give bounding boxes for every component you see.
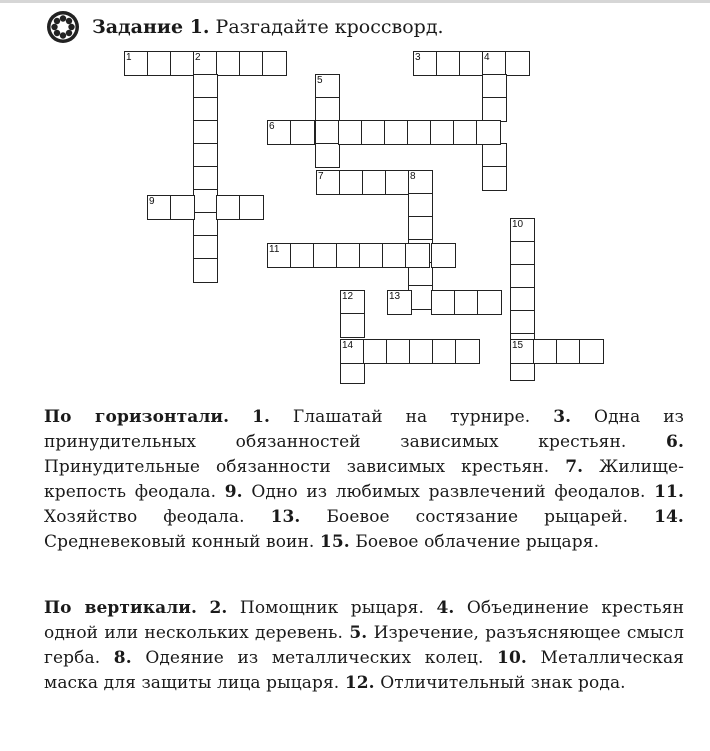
- crossword-cell[interactable]: [339, 170, 364, 195]
- task-instruction: Разгадайте кроссворд.: [215, 16, 444, 38]
- crossword-cell[interactable]: [510, 287, 535, 312]
- clue-number: 1: [126, 52, 132, 63]
- clue-number: 4: [484, 52, 490, 63]
- clue-number-label: 6.: [666, 432, 684, 452]
- crossword-cell[interactable]: [477, 290, 502, 315]
- vertical-clues: [44, 596, 684, 696]
- crossword-cell[interactable]: [510, 310, 535, 335]
- clue-number-label: 15.: [319, 532, 350, 552]
- crossword-cell[interactable]: [336, 243, 361, 268]
- clue-text: Отличительный знак рода.: [380, 673, 626, 693]
- crossword-cell[interactable]: [409, 339, 434, 364]
- crossword-cell[interactable]: [315, 143, 340, 168]
- clue-text: Помощник рыцаря.: [239, 598, 424, 618]
- crossword-cell[interactable]: [454, 290, 479, 315]
- clue-text: Одна из принудительных обязанностей зависимых крестьян.: [44, 407, 685, 452]
- clue-number-label: 10.: [497, 648, 527, 668]
- clue-number-label: 8.: [113, 648, 132, 668]
- clue-text: Изречение, разъясняющее смысл герба.: [44, 623, 684, 668]
- crossword-cell[interactable]: [147, 51, 172, 76]
- clue-text: Металлическая маска для защиты лица рыцаря.: [44, 648, 685, 693]
- crossword-cell[interactable]: [193, 258, 218, 283]
- crossword-cell[interactable]: [193, 189, 218, 214]
- clue-text: Средневековый конный воин.: [44, 532, 315, 552]
- crossword-cell[interactable]: [453, 120, 478, 145]
- horizontal-heading: По горизонтали.: [44, 407, 230, 427]
- crossword-cell[interactable]: [436, 51, 461, 76]
- clue-number: 2: [195, 52, 201, 63]
- crossword-cell[interactable]: [408, 216, 433, 241]
- clue-number: 12: [342, 291, 354, 302]
- crossword-cell[interactable]: [405, 243, 430, 268]
- clue-number: 7: [318, 171, 324, 182]
- crossword-cell[interactable]: [385, 170, 410, 195]
- clue-number: 15: [512, 340, 524, 351]
- crossword-cell[interactable]: [262, 51, 287, 76]
- crossword-cell[interactable]: [482, 143, 507, 168]
- crossword-cell[interactable]: [510, 264, 535, 289]
- clue-text: Боевое облачение рыцаря.: [355, 532, 600, 552]
- clue-text: Хозяйство феодала.: [44, 507, 245, 527]
- crossword-cell[interactable]: [430, 120, 455, 145]
- clue-number: 8: [410, 171, 416, 182]
- clue-text: Принудительные обязанности зависимых крестьян.: [44, 457, 550, 477]
- horizontal-clues: [44, 405, 684, 555]
- crossword-cell[interactable]: [476, 120, 501, 145]
- clue-number: 9: [149, 196, 155, 207]
- clue-text: Одно из любимых развлечений феодалов.: [251, 482, 646, 502]
- clue-number: 14: [342, 340, 354, 351]
- crossword-cell[interactable]: [482, 97, 507, 122]
- crossword-cell[interactable]: [482, 166, 507, 191]
- crossword-cell[interactable]: [290, 120, 315, 145]
- crossword-cell[interactable]: [455, 339, 480, 364]
- crossword-cell[interactable]: [533, 339, 558, 364]
- vertical-heading: По вертикали.: [44, 598, 198, 618]
- crossword-cell[interactable]: [482, 74, 507, 99]
- crossword-cell[interactable]: [556, 339, 581, 364]
- clue-text: Глашатай на турнире.: [292, 407, 531, 427]
- crossword-cell[interactable]: [170, 51, 195, 76]
- clue-number-label: 1.: [252, 407, 271, 427]
- crossword-cell[interactable]: [505, 51, 530, 76]
- task-title: Задание 1.: [92, 16, 210, 38]
- clue-number-label: 7.: [565, 457, 584, 477]
- clue-number-label: 13.: [270, 507, 301, 527]
- crossword-cell[interactable]: [290, 243, 315, 268]
- crossword-cell[interactable]: [193, 120, 218, 145]
- crossword-cell[interactable]: [386, 339, 411, 364]
- crossword-cell[interactable]: [239, 51, 264, 76]
- crossword-cell[interactable]: [361, 120, 386, 145]
- clue-number-label: 12.: [344, 673, 375, 693]
- crossword-cell[interactable]: [193, 235, 218, 260]
- clue-text: Одеяние из металлических колец.: [145, 648, 484, 668]
- clue-text: Боевое состязание рыцарей.: [326, 507, 629, 527]
- crossword-cell[interactable]: [431, 290, 456, 315]
- crossword-cell[interactable]: [382, 243, 407, 268]
- crossword-cell[interactable]: [432, 339, 457, 364]
- crossword-cell[interactable]: [359, 243, 384, 268]
- crossword-cell[interactable]: [216, 195, 241, 220]
- crossword-cell[interactable]: [408, 193, 433, 218]
- clue-number-label: 14.: [654, 507, 684, 527]
- crossword-cell[interactable]: [193, 143, 218, 168]
- clue-number-label: 3.: [553, 407, 572, 427]
- crossword-cell[interactable]: [193, 212, 218, 237]
- crossword-cell[interactable]: [340, 313, 365, 338]
- crossword-cell[interactable]: [315, 97, 340, 122]
- clue-text: Объединение крестьян одной или нескольких деревень.: [44, 598, 684, 643]
- crossword-cell[interactable]: [431, 243, 456, 268]
- crossword-cell[interactable]: [384, 120, 409, 145]
- crossword-cell[interactable]: [338, 120, 363, 145]
- clue-number-label: 4.: [436, 598, 455, 618]
- crossword-cell[interactable]: [170, 195, 195, 220]
- clue-number-label: 2.: [209, 598, 228, 618]
- crossword-cell[interactable]: [407, 120, 432, 145]
- clue-number: 3: [415, 52, 421, 63]
- crossword-cell[interactable]: [363, 339, 388, 364]
- crossword-cell[interactable]: [579, 339, 604, 364]
- clue-number-label: 5.: [349, 623, 368, 643]
- clue-number-label: 11.: [654, 482, 684, 502]
- clue-number: 11: [269, 244, 280, 255]
- clue-number-label: 9.: [224, 482, 243, 502]
- crossword-cell[interactable]: [193, 97, 218, 122]
- clue-number: 13: [389, 291, 401, 302]
- crossword-cell[interactable]: [239, 195, 264, 220]
- crossword-cell[interactable]: [216, 51, 241, 76]
- crossword-cell[interactable]: [315, 120, 340, 145]
- crossword-cell[interactable]: [193, 166, 218, 191]
- clue-number: 5: [317, 75, 323, 86]
- crossword-cell[interactable]: [313, 243, 338, 268]
- clue-text: Жилище-крепость феодала.: [44, 457, 684, 502]
- clue-number: 6: [269, 121, 275, 132]
- crossword-cell[interactable]: [510, 241, 535, 266]
- crossword-cell[interactable]: [362, 170, 387, 195]
- crossword-cell[interactable]: [193, 74, 218, 99]
- clue-number: 10: [512, 219, 524, 230]
- crossword-cell[interactable]: [459, 51, 484, 76]
